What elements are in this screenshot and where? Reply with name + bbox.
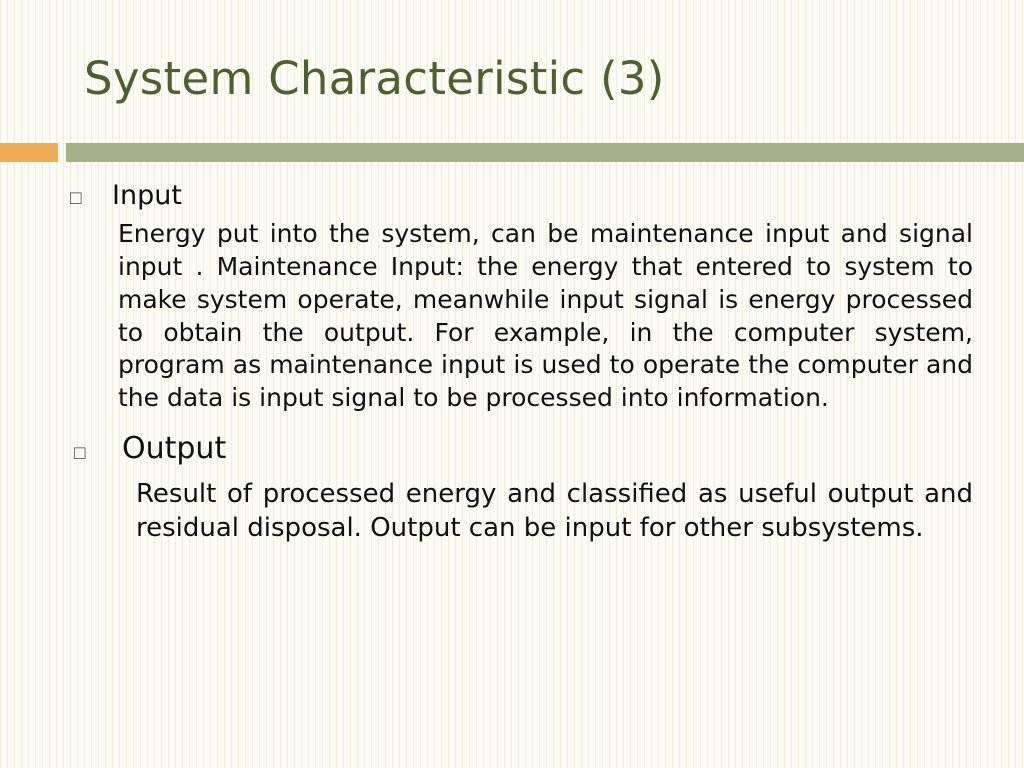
divider-bar bbox=[66, 143, 1024, 162]
bullet-body-output: Result of processed energy and classified as useful output and residual disposal. Output can be input for other subsystems. bbox=[136, 478, 973, 543]
page-title: System Characteristic (3) bbox=[84, 52, 665, 105]
bullet-heading-input: Input bbox=[112, 180, 182, 211]
divider-accent-block bbox=[0, 143, 58, 162]
square-bullet-icon: □ bbox=[74, 442, 86, 464]
bullet-heading-output: Output bbox=[122, 430, 227, 466]
square-bullet-icon: □ bbox=[70, 188, 82, 209]
bullet-body-input: Energy put into the system, can be maintenance input and signal input . Maintenance Input: the energy that entered to system to make system operate, meanwhile input signal is energy processed to obtain the output. For example, in the computer system, program as maintenance input is used to operate the computer and the data is input signal to be processed into information. bbox=[118, 219, 973, 413]
list-item bbox=[70, 180, 980, 212]
slide-content bbox=[70, 180, 980, 545]
title-divider bbox=[0, 143, 1024, 162]
list-item bbox=[70, 431, 980, 467]
